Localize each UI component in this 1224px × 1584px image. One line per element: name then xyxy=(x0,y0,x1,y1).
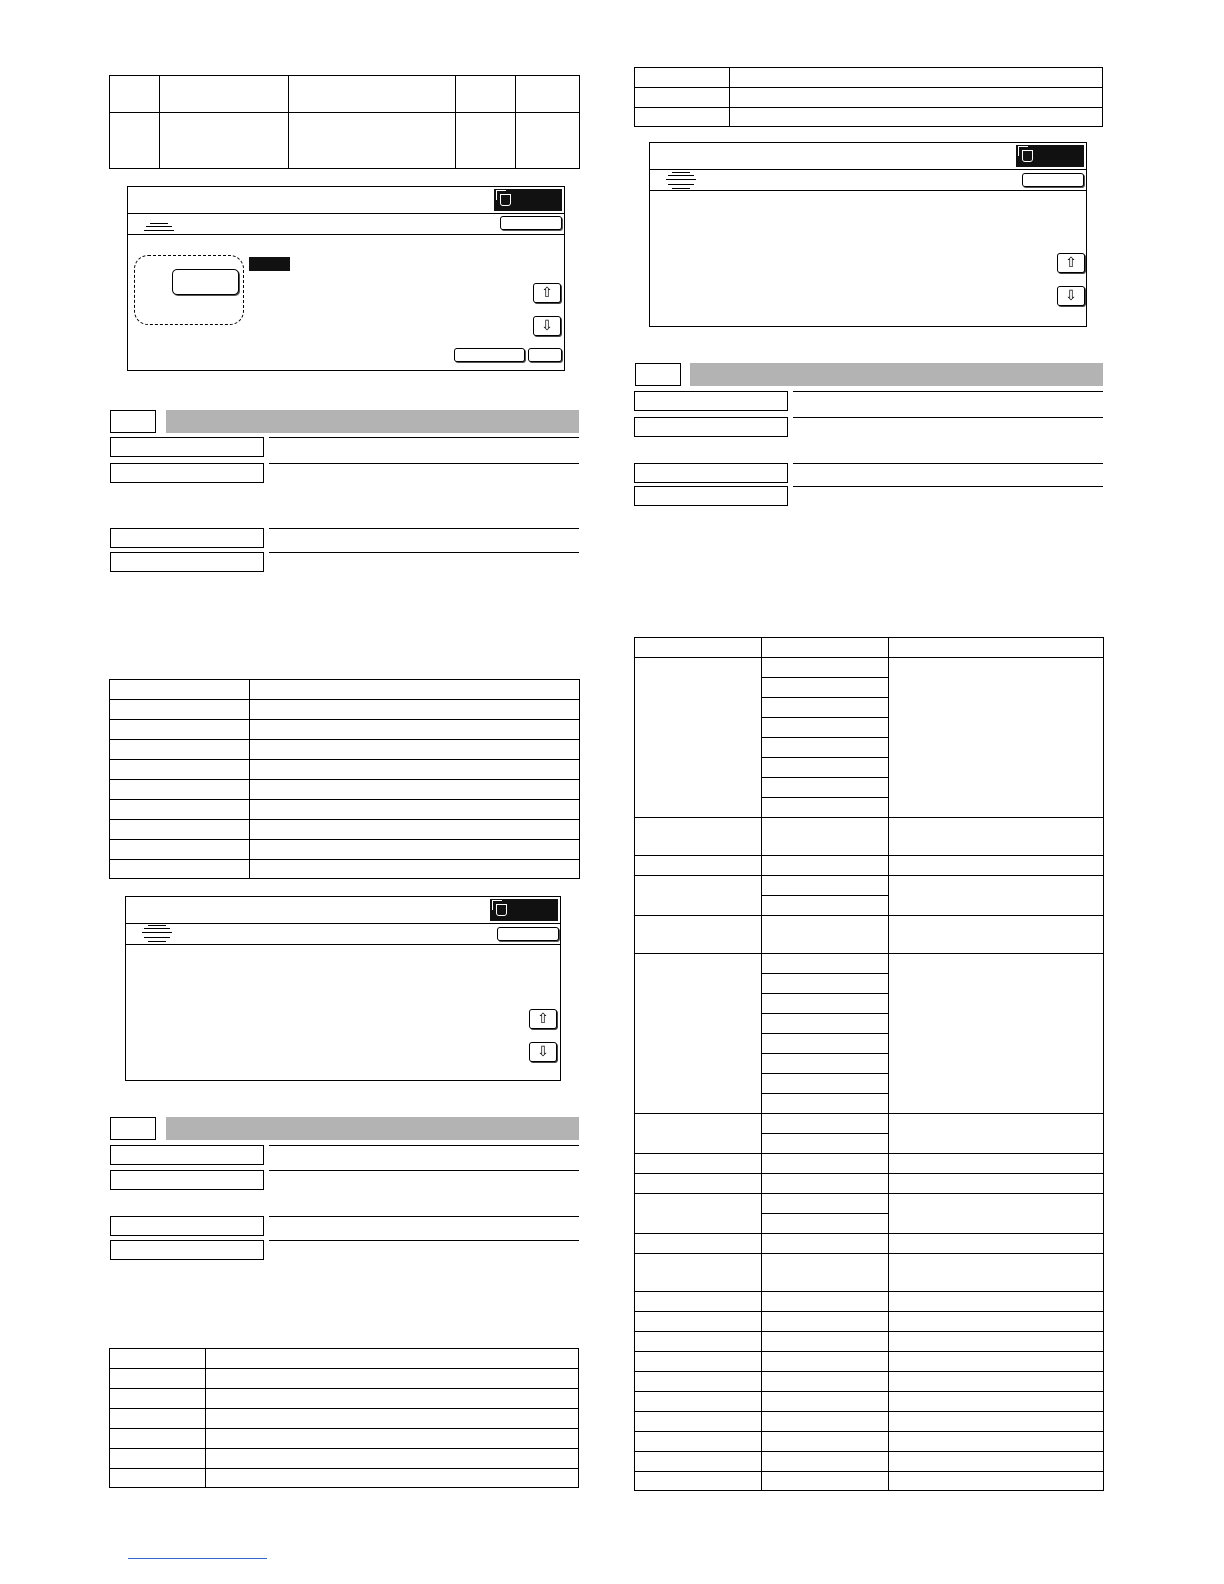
selected-tag xyxy=(249,257,290,271)
table-cell xyxy=(762,698,889,718)
scroll-up-button[interactable] xyxy=(533,283,561,303)
table-cell xyxy=(206,1449,579,1469)
table-cell xyxy=(635,658,762,818)
table-cell xyxy=(250,820,580,840)
table-cell xyxy=(762,778,889,798)
settings-button[interactable] xyxy=(500,216,562,230)
table-cell xyxy=(889,1432,1104,1452)
top-right-table xyxy=(634,67,1103,127)
table-cell xyxy=(762,1312,889,1332)
section-title-bar xyxy=(166,410,579,433)
table-cell xyxy=(635,68,730,88)
table-cell xyxy=(889,1194,1104,1234)
table-cell xyxy=(635,1472,762,1491)
settings-table xyxy=(109,1348,579,1488)
table-cell xyxy=(762,1154,889,1174)
table-cell xyxy=(250,760,580,780)
section-number-box xyxy=(110,410,156,433)
table-cell xyxy=(635,1392,762,1412)
description-rule xyxy=(269,1216,579,1217)
table-cell xyxy=(762,1292,889,1312)
table-cell xyxy=(889,1154,1104,1174)
table-cell xyxy=(110,1429,206,1449)
table-cell xyxy=(635,1234,762,1254)
scroll-up-button[interactable] xyxy=(529,1009,557,1029)
table-cell xyxy=(889,658,1104,818)
table-cell xyxy=(889,1292,1104,1312)
description-rule xyxy=(793,463,1103,464)
table-cell xyxy=(635,1254,762,1292)
settings-button[interactable] xyxy=(497,927,559,941)
table-cell xyxy=(635,108,730,127)
table-cell xyxy=(889,1452,1104,1472)
table-cell xyxy=(762,1254,889,1292)
table-cell xyxy=(250,860,580,879)
table-cell xyxy=(250,680,580,700)
copy-document-icon xyxy=(500,194,511,206)
settings-button[interactable] xyxy=(1022,173,1084,187)
table-cell xyxy=(889,1234,1104,1254)
table-cell xyxy=(889,1352,1104,1372)
table-cell xyxy=(762,994,889,1014)
table-cell xyxy=(110,680,250,700)
table-cell xyxy=(635,1352,762,1372)
ok-button[interactable] xyxy=(528,348,562,362)
header-divider xyxy=(128,234,564,235)
table-cell xyxy=(762,856,889,876)
table-cell xyxy=(762,1054,889,1074)
copy-document-icon xyxy=(1022,150,1033,162)
field-label-box xyxy=(110,1240,264,1260)
arrow-up-icon: ⇧ xyxy=(537,1011,549,1027)
table-cell xyxy=(889,954,1104,1114)
table-cell xyxy=(762,1372,889,1392)
table-cell xyxy=(889,1254,1104,1292)
table-cell xyxy=(516,113,580,169)
table-cell xyxy=(635,1332,762,1352)
header-divider xyxy=(126,944,560,945)
table-cell xyxy=(635,1154,762,1174)
section-number-box xyxy=(110,1117,156,1140)
description-rule xyxy=(269,552,579,553)
table-cell xyxy=(110,820,250,840)
table-cell xyxy=(110,113,160,169)
scroll-down-button[interactable] xyxy=(533,316,561,336)
table-cell xyxy=(762,1194,889,1214)
field-label-box xyxy=(110,463,264,483)
table-cell xyxy=(110,780,250,800)
description-rule xyxy=(269,437,579,438)
copy-mode-badge[interactable] xyxy=(1016,145,1084,167)
description-rule xyxy=(793,417,1103,418)
table-cell xyxy=(250,840,580,860)
table-cell xyxy=(110,860,250,879)
table-cell xyxy=(250,700,580,720)
table-cell xyxy=(889,1472,1104,1491)
description-rule xyxy=(269,463,579,464)
table-cell xyxy=(250,720,580,740)
table-cell xyxy=(889,1174,1104,1194)
table-cell xyxy=(206,1369,579,1389)
paper-tray-icon xyxy=(666,171,696,191)
table-cell xyxy=(889,916,1104,954)
table-cell xyxy=(110,76,160,113)
arrow-down-icon: ⇩ xyxy=(1065,288,1077,304)
table-cell xyxy=(635,1412,762,1432)
field-label-box xyxy=(110,1170,264,1190)
table-cell xyxy=(206,1409,579,1429)
table-cell xyxy=(889,1372,1104,1392)
table-cell xyxy=(730,68,1103,88)
field-label-box xyxy=(110,528,264,548)
table-cell xyxy=(762,718,889,738)
table-cell xyxy=(110,760,250,780)
table-cell xyxy=(762,1094,889,1114)
table-cell xyxy=(635,1174,762,1194)
table-cell xyxy=(635,638,762,658)
table-cell xyxy=(889,1392,1104,1412)
panel-screen-1 xyxy=(127,186,565,371)
table-cell xyxy=(250,740,580,760)
table-cell xyxy=(160,76,289,113)
table-cell xyxy=(730,88,1103,108)
table-cell xyxy=(762,1332,889,1352)
table-cell xyxy=(762,1174,889,1194)
table-cell xyxy=(889,638,1104,658)
settings-table xyxy=(109,679,580,879)
table-cell xyxy=(635,1432,762,1452)
cancel-button[interactable] xyxy=(454,348,525,362)
field-label-box xyxy=(110,437,264,457)
table-cell xyxy=(110,740,250,760)
table-cell xyxy=(762,1432,889,1452)
table-cell xyxy=(762,1214,889,1234)
table-cell xyxy=(635,818,762,856)
table-cell xyxy=(206,1469,579,1488)
table-cell xyxy=(635,1292,762,1312)
arrow-up-icon: ⇧ xyxy=(541,285,553,301)
header-divider xyxy=(126,923,560,924)
table-cell xyxy=(250,780,580,800)
table-cell xyxy=(889,1412,1104,1432)
table-cell xyxy=(762,1412,889,1432)
table-cell xyxy=(635,916,762,954)
section-title-bar xyxy=(690,363,1103,386)
header-divider xyxy=(650,190,1086,191)
description-rule xyxy=(269,1240,579,1241)
table-cell xyxy=(110,800,250,820)
table-cell xyxy=(762,974,889,994)
table-cell xyxy=(762,738,889,758)
table-cell xyxy=(762,1114,889,1134)
table-cell xyxy=(110,1389,206,1409)
table-cell xyxy=(762,678,889,698)
table-cell xyxy=(889,876,1104,916)
table-cell xyxy=(762,1472,889,1491)
table-cell xyxy=(762,658,889,678)
copy-mode-badge[interactable] xyxy=(494,189,562,211)
table-cell xyxy=(516,76,580,113)
table-cell xyxy=(110,840,250,860)
arrow-down-icon: ⇩ xyxy=(537,1044,549,1060)
table-cell xyxy=(889,1312,1104,1332)
table-cell xyxy=(635,1312,762,1332)
field-label-box xyxy=(634,391,788,411)
table-cell xyxy=(762,1392,889,1412)
table-cell xyxy=(110,1409,206,1429)
arrow-up-icon: ⇧ xyxy=(1065,255,1077,271)
table-cell xyxy=(635,954,762,1114)
copy-document-icon xyxy=(496,904,507,916)
table-cell xyxy=(289,76,456,113)
table-cell xyxy=(635,1114,762,1154)
table-cell xyxy=(289,113,456,169)
table-cell xyxy=(762,798,889,818)
table-cell xyxy=(762,954,889,974)
description-rule xyxy=(269,528,579,529)
table-cell xyxy=(635,1372,762,1392)
field-label-box xyxy=(110,552,264,572)
arrow-down-icon: ⇩ xyxy=(541,318,553,334)
table-cell xyxy=(635,876,762,916)
header-divider xyxy=(128,213,564,214)
table-cell xyxy=(206,1349,579,1369)
table-cell xyxy=(762,1134,889,1154)
table-cell xyxy=(206,1429,579,1449)
table-cell xyxy=(635,88,730,108)
table-cell xyxy=(730,108,1103,127)
field-label-box xyxy=(634,417,788,437)
table-cell xyxy=(889,1114,1104,1154)
scroll-up-button[interactable] xyxy=(1057,253,1085,273)
section-number-box xyxy=(635,363,681,386)
panel-screen-2 xyxy=(125,896,561,1081)
table-cell xyxy=(110,720,250,740)
section-title-bar xyxy=(166,1117,579,1140)
table-cell xyxy=(110,700,250,720)
paper-tray-icon xyxy=(142,924,172,944)
settings-list-table xyxy=(634,637,1104,1491)
table-cell xyxy=(762,1034,889,1054)
table-cell xyxy=(635,1452,762,1472)
table-cell xyxy=(250,800,580,820)
table-cell xyxy=(456,113,516,169)
table-cell xyxy=(889,1332,1104,1352)
table-cell xyxy=(889,818,1104,856)
table-cell xyxy=(110,1349,206,1369)
table-cell xyxy=(762,1352,889,1372)
scroll-down-button[interactable] xyxy=(1057,286,1085,306)
header-divider xyxy=(650,169,1086,170)
table-cell xyxy=(762,1074,889,1094)
value-field[interactable] xyxy=(172,269,239,295)
footer-link-underline[interactable] xyxy=(128,1558,267,1559)
table-cell xyxy=(160,113,289,169)
description-rule xyxy=(269,1145,579,1146)
description-rule xyxy=(269,1170,579,1171)
field-label-box xyxy=(110,1145,264,1165)
table-cell xyxy=(635,856,762,876)
copy-mode-badge[interactable] xyxy=(490,899,558,921)
table-cell xyxy=(762,1014,889,1034)
description-rule xyxy=(793,486,1103,487)
table-cell xyxy=(762,1452,889,1472)
table-cell xyxy=(889,856,1104,876)
table-cell xyxy=(762,818,889,856)
table-cell xyxy=(762,876,889,896)
table-cell xyxy=(456,76,516,113)
table-cell xyxy=(110,1369,206,1389)
table-cell xyxy=(762,896,889,916)
scroll-down-button[interactable] xyxy=(529,1042,557,1062)
table-cell xyxy=(762,758,889,778)
table-cell xyxy=(762,916,889,954)
top-header-table xyxy=(109,75,580,169)
description-rule xyxy=(793,391,1103,392)
field-label-box xyxy=(634,463,788,483)
table-cell xyxy=(762,1234,889,1254)
table-cell xyxy=(110,1449,206,1469)
table-cell xyxy=(762,638,889,658)
panel-screen-3 xyxy=(649,142,1087,327)
table-cell xyxy=(110,1469,206,1488)
table-cell xyxy=(206,1389,579,1409)
field-label-box xyxy=(634,486,788,506)
table-cell xyxy=(635,1194,762,1234)
field-label-box xyxy=(110,1216,264,1236)
